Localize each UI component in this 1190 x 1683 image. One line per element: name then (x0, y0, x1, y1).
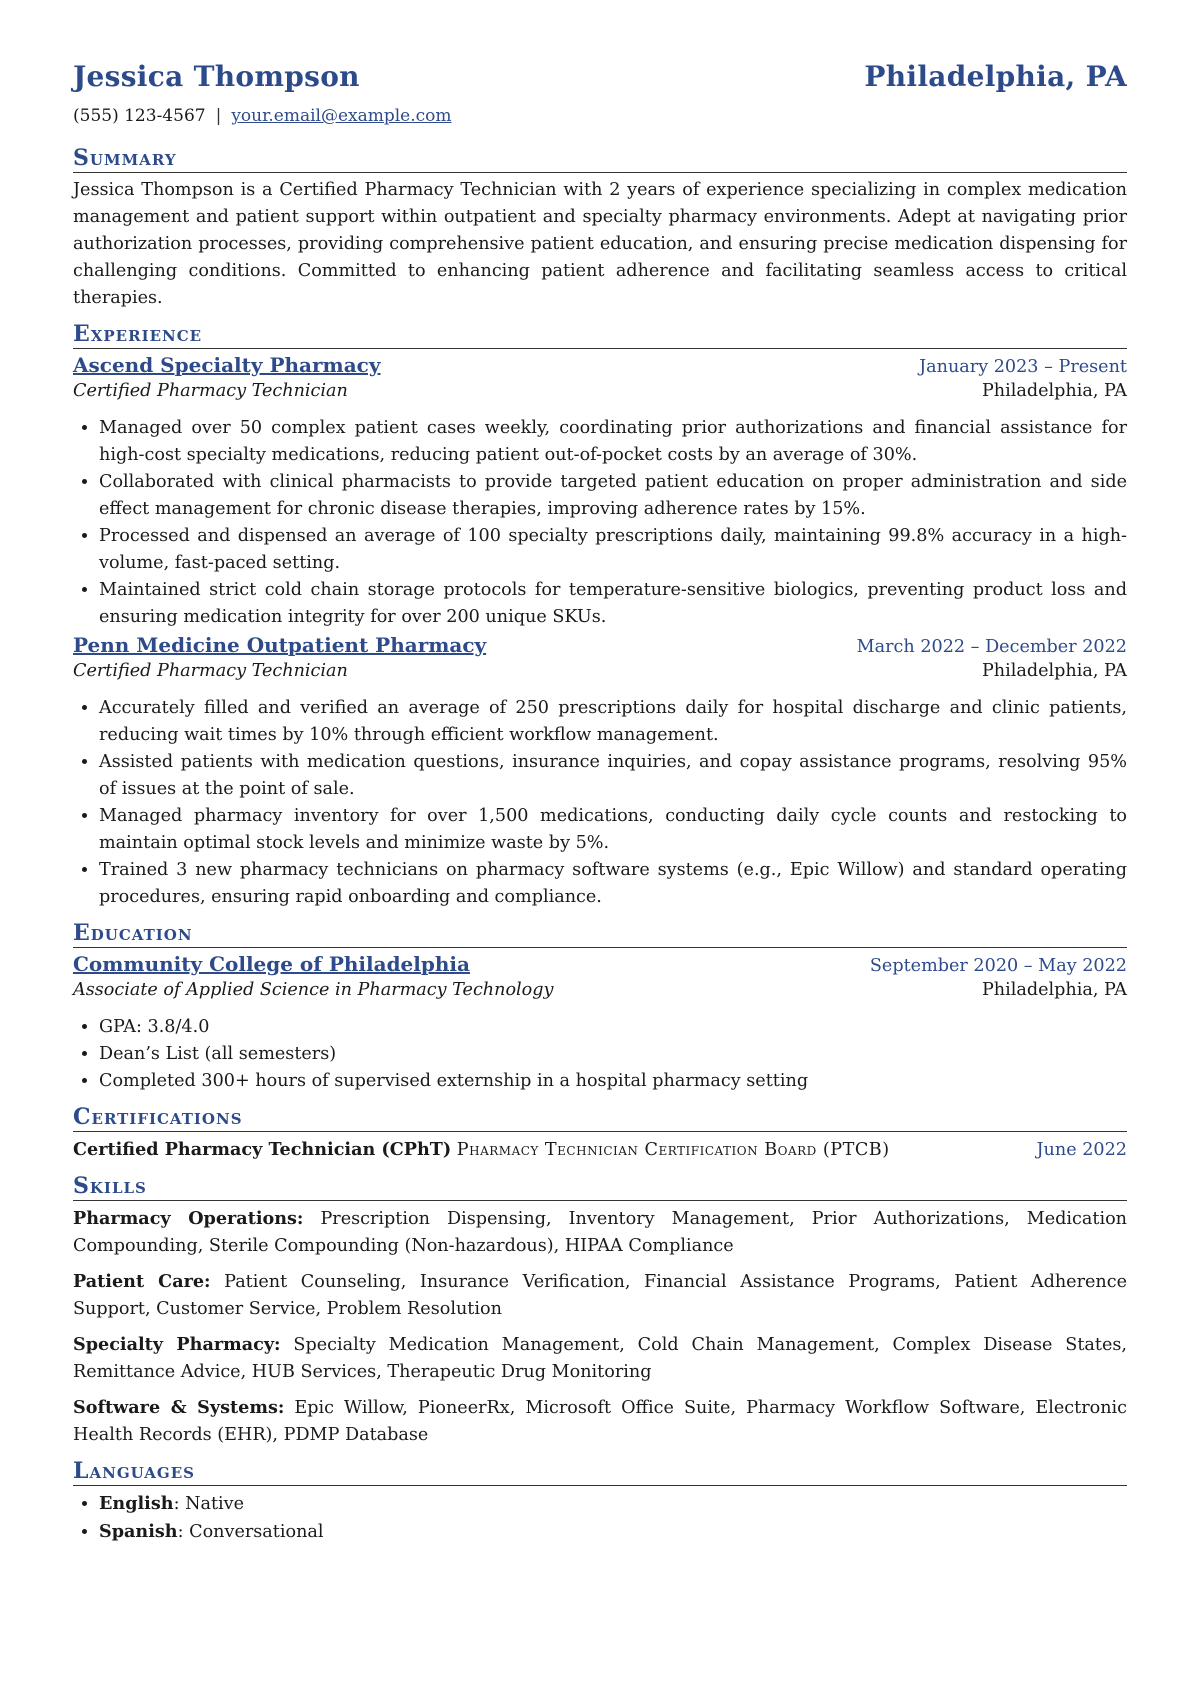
skill-group-label: Software & Systems: (73, 1397, 285, 1418)
job-title: Certified Pharmacy Technician (73, 661, 348, 681)
skill-group-label: Pharmacy Operations: (73, 1208, 304, 1229)
resume-header (73, 60, 1127, 102)
summary-text: Jessica Thompson is a Certified Pharmacy Technician with 2 years of experience specializing in complex medication management and patient support within outpatient and specialty pharmacy environments. Adept at navigating prior authorization processes, providing comprehensive patient education, and ensuring precise medication dispensing for challenging conditions. Committed to enhancing patient adherence and facilitating seamless access to critical therapies. (73, 180, 1127, 308)
section-title-summary: Summary (73, 144, 1127, 173)
job-bullet: • Managed pharmacy inventory for over 1,500 medications, conducting daily cycle counts and restocking to maintain optimal stock levels and minimize waste by 5%. (99, 803, 1127, 857)
education-bullet: • Completed 300+ hours of supervised externship in a hospital pharmacy setting (99, 1068, 1127, 1095)
job-location: Philadelphia, PA (981, 661, 1127, 681)
job-bullet: • Trained 3 new pharmacy technicians on pharmacy software systems (e.g., Epic Willow) and standard operating procedures, ensuring rapid onboarding and compliance. (99, 857, 1127, 911)
candidate-location: Philadelphia, PA (864, 60, 1127, 93)
certification-issuer: Pharmacy Technician Certification Board (PTCB) (456, 1140, 890, 1160)
job-bullet: • Processed and dispensed an average of 100 specialty prescriptions daily, maintaining 99.8% accuracy in a high-volume, fast-paced setting. (99, 523, 1127, 577)
education-bullets (73, 1014, 1127, 1095)
education-bullet: • Dean’s List (all semesters) (99, 1041, 1127, 1068)
language-level: : Conversational (177, 1522, 324, 1542)
certification-date: June 2022 (1036, 1140, 1127, 1160)
language-item (99, 1490, 1127, 1518)
skills-section (73, 1172, 1127, 1449)
certification-name: Certified Pharmacy Technician (CPhT) (73, 1139, 452, 1160)
phone-number: (555) 123-4567 (73, 106, 206, 126)
contact-separator: | (215, 106, 222, 126)
job-bullet: • Managed over 50 complex patient cases weekly, coordinating prior authorizations and financial assistance for high-cost specialty medications, reducing patient out-of-pocket costs by an average of 30%. (99, 415, 1127, 469)
contact-line (73, 106, 1127, 132)
section-title-education: Education (73, 919, 1127, 948)
experience-section (73, 320, 1127, 911)
language-item (99, 1518, 1127, 1546)
skill-group-items: Patient Counseling, Insurance Verification, Financial Assistance Programs, Patient Adherence Support, Customer Service, Problem Resolution (73, 1272, 1127, 1319)
skill-group-items: Epic Willow, PioneerRx, Microsoft Office Suite, Pharmacy Workflow Software, Electronic Health Records (EHR), PDMP Database (73, 1398, 1128, 1445)
language-name: Spanish (99, 1521, 178, 1542)
job-entry (73, 633, 1127, 911)
language-level: : Native (173, 1494, 245, 1514)
job-bullet: • Assisted patients with medication questions, insurance inquiries, and copay assistance programs, resolving 95% of issues at the point of sale. (99, 749, 1127, 803)
skill-group-items: Prescription Dispensing, Inventory Management, Prior Authorizations, Medication Compounding, Sterile Compounding (Non-hazardous), HIPAA Compliance (73, 1209, 1127, 1256)
language-list (73, 1490, 1127, 1546)
job-bullet: • Accurately filled and verified an average of 250 prescriptions daily for hospital discharge and clinic patients, reducing wait times by 10% through efficient workflow management. (99, 695, 1127, 749)
skill-group (73, 1331, 1127, 1386)
email-link[interactable]: your.email@example.com (231, 106, 452, 126)
resume-page (73, 60, 1127, 1546)
job-bullet: • Maintained strict cold chain storage protocols for temperature-sensitive biologics, preventing product loss and ensuring medication integrity for over 200 unique SKUs. (99, 577, 1127, 631)
school-location: Philadelphia, PA (981, 980, 1127, 1000)
education-bullet: • GPA: 3.8/4.0 (99, 1014, 1127, 1041)
employer-link[interactable]: Penn Medicine Outpatient Pharmacy (73, 633, 487, 657)
languages-section (73, 1457, 1127, 1546)
skill-group-items: Specialty Medication Management, Cold Chain Management, Complex Disease States, Remittance Advice, HUB Services, Therapeutic Drug Monitoring (73, 1335, 1128, 1382)
candidate-name: Jessica Thompson (73, 60, 360, 93)
job-location: Philadelphia, PA (981, 381, 1127, 401)
summary-section (73, 144, 1127, 312)
certifications-section (73, 1103, 1127, 1164)
skill-group-label: Specialty Pharmacy: (73, 1334, 281, 1355)
job-bullet: • Collaborated with clinical pharmacists to provide targeted patient education on proper administration and side effect management for chronic disease therapies, improving adherence rates by 15%. (99, 469, 1127, 523)
school-link[interactable]: Community College of Philadelphia (73, 952, 470, 976)
skill-group (73, 1205, 1127, 1260)
skill-group (73, 1394, 1127, 1449)
education-section (73, 919, 1127, 1095)
section-title-certifications: Certifications (73, 1103, 1127, 1132)
education-dates: September 2020 – May 2022 (869, 956, 1127, 976)
job-bullets (73, 695, 1127, 911)
section-title-experience: Experience (73, 320, 1127, 349)
degree: Associate of Applied Science in Pharmacy Technology (73, 980, 554, 1000)
section-title-skills: Skills (73, 1172, 1127, 1201)
job-entry (73, 353, 1127, 631)
skill-group (73, 1268, 1127, 1323)
job-title: Certified Pharmacy Technician (73, 381, 348, 401)
job-dates: January 2023 – Present (919, 357, 1127, 377)
section-title-languages: Languages (73, 1457, 1127, 1486)
skill-group-label: Patient Care: (73, 1271, 211, 1292)
job-dates: March 2022 – December 2022 (856, 637, 1127, 657)
language-name: English (99, 1493, 174, 1514)
certification-row (73, 1136, 1127, 1164)
employer-link[interactable]: Ascend Specialty Pharmacy (73, 353, 381, 377)
job-bullets (73, 415, 1127, 631)
